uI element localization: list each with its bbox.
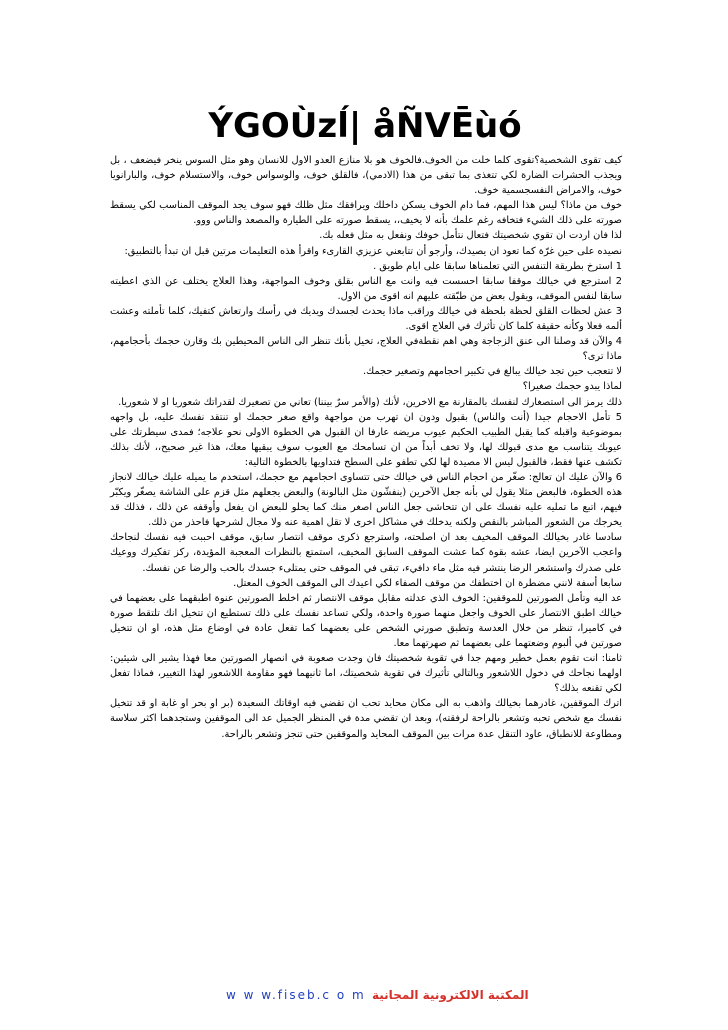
paragraph: 4 والآن قد وصلنا الى عنق الزجاجة وهي اهم نقطةفي العلاج، تخيل بأنك تنظر الى الناس المحيطين بك وقارن حجمك بأحجامهم، ماذا ترى؟ (110, 336, 622, 363)
paragraph: سادسا غادر بخيالك الموقف المخيف بعد ان اصلحته، واسترجع ذكرى موقف انتصار سابق، موقف احببت فيه نفسك لنجاحك واعجب الآخرين ايضا، عشه بقوة كما عشت الموقف السابق المخيف، استمتع بالنظرات المعجبة المؤيدة، ركز تفكيرك ووعيك على صدرك واستشعر الرضا ينتشر فيه مثل ماء دافيء، تبقى في الموقف حتى يمتلىء جسدك بالحب والرضا عن نفسك. (110, 532, 622, 574)
paragraph: لا تتعجب حين تجد خيالك يبالغ في تكبير احجامهم وتصغير حجمك. (363, 366, 622, 378)
paragraph: 1 استرخ بطريقة التنفس التي تعلمناها سابقا على ايام طويق . (373, 260, 622, 272)
page-title: ÝGOÙzĺ| åÑVĒùó (208, 106, 522, 146)
paragraph: 3 عش لحظات القلق لحظة بلحظة في خيالك وراقب ماذا يحدث لجسدك ويديك في رأسك وارتعاش كتفيك، كلما تأملته وعشت ألمه فعلا وكأنه حقيقة كلما كان تأثرك في العلاج اقوى. (110, 305, 622, 333)
paragraph: 5 تأمل الاحجام جيدا (أنت والناس) بقبول ودون ان تهرب من مواجهة واقع صغر حجمك او تنتقد نفسك عليه، بل واجهه بموضوعية واقبله كما يقبل الطبيب الحكيم عيوب مريضه عارفا ان القبول هي الخطوة الاولى نحو علاجه؛ فمدى سيطرتك على عيوبك يتناسب مع مدى قبولك لها، ولا تخف أبداً من ان تسامحك مع العيوب سوف يبقيها معك، هذا غير صحيح،، لأنك بذلك تكشف عنها فقط، فالقبول ليس الا مصيدة لها لكي تطفو على السطح فتداويها بالخطوة التالية: (110, 411, 622, 468)
paragraph: نصيده على حين غرّة كما تعود ان يصيدك، وأرجو أن تتابعني عزيزي القارىء واقرأ هذه التعليمات مرتين قبل ان تبدأ بالتطبيق: (124, 245, 622, 257)
paragraph: 6 والآن عليك ان تعالج: صغّر من احجام الناس في خيالك حتى تتساوى احجامهم مع حجمك، استخدم ما يميله عليك خيالك لانجاز هذه الخطوة، فالبعض مثلا يقول لي بأنه جعل الآخرين (ينفشّون مثل البالونة) والبعض يجعلهم مثل قزم على الشاشة يصغّر ويكبّر فيهم، اتبع ما تمليه عليه نفسك على ان تتحاشى جعل الناس اصغر منك كما يحلو للبعض ان يفعل وأوقفه عن ذلك ، فذلك قد يخرجك من الشعور المباشر بالنقص ولكنه يدخلك في مشاكل اخرى لا تقل اهمية عنه ولا مجال لشرحها فاحذر من ذلك. (110, 471, 622, 529)
paragraph: سابعا أسفة لانني مضطرة ان اختطفك من موقف الصفاء لكي اعيدك الى الموقف الخوف المعتل. (233, 577, 622, 589)
paragraph: عد اليه وتأمل الصورتين للموقفين: الخوف الذي عدلته مقابل موقف الانتصار ثم اخلط الصورتين عنوة اطبقهما على بعضهما في خيالك اطبق الانتصار على الخوف واجعل منهما صورة واحدة، ولكي تساعد نفسك على ذلك تستطيع ان تتخيل انك تلتقط صورة في كاميرا، تنظر من خلال العدسة وتطبق صورتي الشخص على بعضهما كما تفعل عادة في اوضاع مثل هذه، او ان تتخيل صورتين في ألبوم وضعتهما على بعضهما ثم صهرتهما معا. (110, 592, 622, 649)
footer-website-link[interactable]: w w w.fiseb.c o m (226, 988, 366, 1002)
paragraph: كيف تقوى الشخصية؟تقوى كلما خلت من الخوف.فالخوف هو بلا منازع العدو الاول للانسان وهو مثل السوس ينخر فيضعف ، بل ويجذب الحشرات الضارة لكي تتغذى بما تبقى من هذا (الادمي)، فالقلق خوف، والوسواس خوف، والاستسلام خوف، والبارانويا خوف، والامراض النفسجسمية خوف. (110, 155, 622, 197)
paragraph: 2 استرجع في خيالك موقفا سابقا احسست فيه وانت مع الناس بقلق وخوف المواجهة، وهذا العلاج يختلف عن الذي اعطيته سابقا لنفس الموقف، ويقول بعض من طبّقته عليهم انه اقوى من الاول. (110, 275, 622, 302)
paragraph: لماذا يبدو حجمك صغيرا؟ (522, 381, 622, 393)
paragraph: اترك الموقفين، غادرهما بخيالك واذهب به الى مكان محايد تحب ان تقضي فيه اوقاتك السعيدة (بر او بحر او غابة او قد تتخيل نفسك مع شخص تحبه وتشعر بالراحة لرفقته)، وبعد ان تقضي مدة في المنظر الجميل عد الى الموقفين وستجدهما اكثر سلاسة ومطاوعة للانطباق، عاود التنقل عدة مرات بين الموقف المحايد والموقفين حتى تنجز وتشعر بالراحة. (110, 698, 622, 740)
paragraph: خوف من ماذا؟ ليس هذا المهم، فما دام الخوف يسكن داخلك ويرافقك مثل ظلك فهو سوف يجد الموقف المناسب لكي يسقط صورته على ذلك الشيء فتخافه رغم علمك بأنه لا يخيف،، يسقط صورته على الطيارة والمصعد والناس ووو. (110, 200, 622, 227)
paragraph: لذا فان اردت ان تقوي شخصيتك فتعال نتأمل خوفك ونفعل به مثل فعله بك. (319, 230, 622, 242)
page-footer (0, 985, 728, 1005)
paragraph: ذلك يرمز الى استصغارك لنفسك بالمقارنة مع الاخرين، لأنك (والأمر سرٌ بيننا) تعاني من تصغيرك لقدراتك شعوريا او لا شعوريا. (118, 396, 622, 408)
footer-library-name: المكتبة الالكترونية المجانية (372, 988, 529, 1002)
paragraph: ثامنا: انت تقوم بعمل خطير ومهم جدا في تقوية شخصيتك فان وجدت صعوبة في انصهار الصورتين معا فهذا يشير الى شيئين: اولهما نجاحك في دخول اللاشعور وبالتالي تأثيرك في تقوية شخصيتك، اما ثانيهما فهو مقاومة اللاشعور لهذا التغيير، فماذا تفعل لكي تقنعه بذلك؟ (110, 653, 622, 695)
article-body (110, 153, 622, 742)
